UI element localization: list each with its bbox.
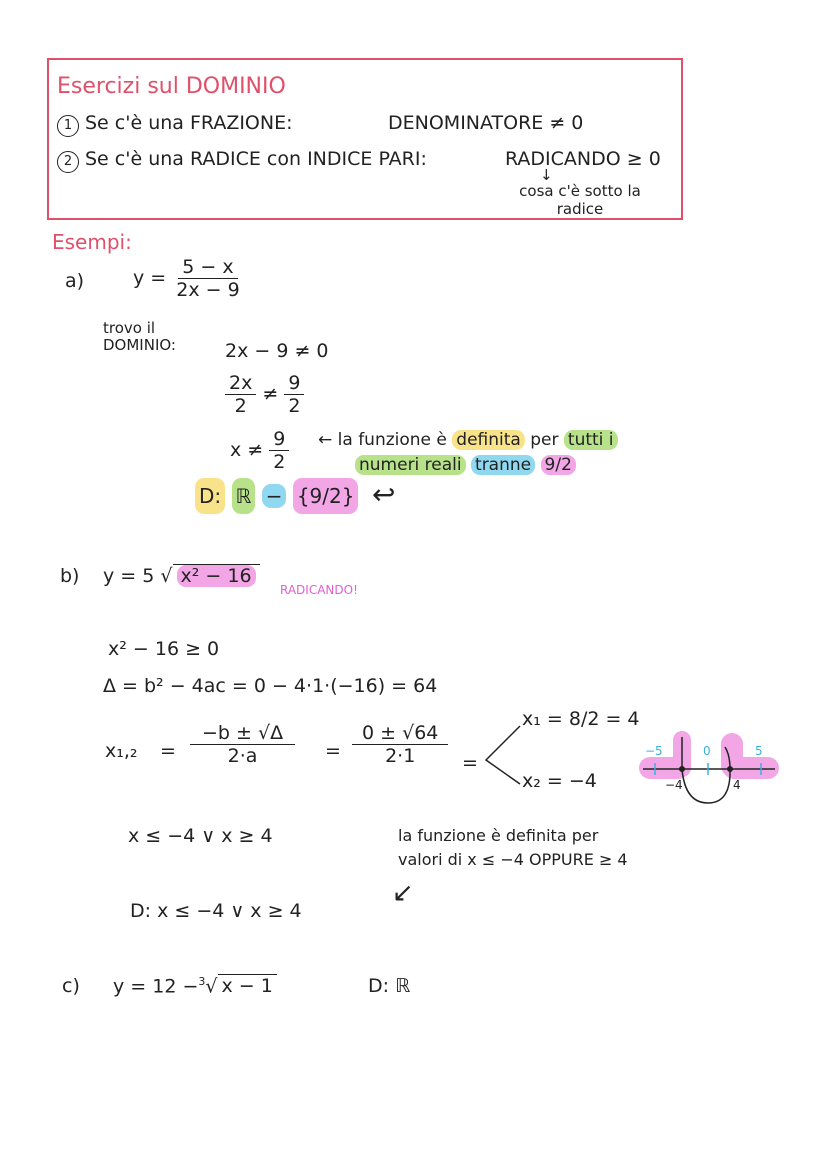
eq-1: = — [160, 740, 176, 762]
x12-label: x₁,₂ — [105, 740, 138, 762]
tick-mid: 0 — [703, 744, 711, 758]
radicando-note: RADICANDO! — [280, 583, 358, 597]
domain-c: D: ℝ — [368, 975, 411, 997]
branch-arrow-icon — [482, 722, 522, 788]
rule-1: 1 Se c'è una FRAZIONE: — [57, 112, 293, 137]
domain-b: D: x ≤ −4 ∨ x ≥ 4 — [130, 900, 302, 922]
back-arrow-icon: ↩ — [372, 478, 396, 511]
rule-1-condition: DENOMINATORE ≠ 0 — [388, 112, 584, 134]
x1: x₁ = 8/2 = 4 — [522, 708, 640, 730]
eq-2: = — [325, 740, 341, 762]
comment-line-1: ← la funzione è definita per tutti i — [318, 430, 618, 450]
solution: x ≤ −4 ∨ x ≥ 4 — [128, 825, 273, 847]
step-3: x ≠ $\frac{9}{2}$ — [230, 428, 289, 473]
example-c-function: y = 12 −$^3$√ x − 1 — [113, 975, 277, 997]
rule-2-condition: RADICANDO ≥ 0 — [505, 148, 661, 170]
examples-title: Esempi: — [52, 230, 132, 254]
example-b-label: b) — [60, 565, 80, 587]
tick-right: 5 — [755, 744, 763, 758]
comment-b-2: valori di x ≤ −4 OPPURE ≥ 4 — [398, 850, 628, 869]
root-1: −4 — [665, 778, 683, 792]
step-1: 2x − 9 ≠ 0 — [225, 340, 329, 362]
page-title: Esercizi sul DOMINIO — [57, 74, 286, 99]
domain-a: D: ℝ − {9/2} — [195, 484, 358, 508]
trovo-label: trovo il DOMINIO: — [103, 319, 176, 354]
example-a-function: y = $\frac{5 - x}{2x - 9}$ — [133, 256, 240, 301]
example-b-function: y = 5 √ x² − 16 — [103, 565, 260, 587]
example-a-label: a) — [65, 270, 85, 292]
comment-b-1: la funzione è definita per — [398, 826, 599, 845]
note-arrow: ↓ — [540, 166, 553, 184]
example-c-label: c) — [62, 975, 80, 997]
inequality: x² − 16 ≥ 0 — [108, 638, 220, 660]
arrow-icon: ↙ — [392, 878, 414, 908]
comment-line-2: numeri reali tranne 9/2 — [355, 455, 576, 475]
delta: Δ = b² − 4ac = 0 − 4·1·(−16) = 64 — [103, 675, 438, 697]
root-2: 4 — [733, 778, 741, 792]
x2: x₂ = −4 — [522, 770, 597, 792]
radicand-note: cosa c'è sotto la radice — [519, 182, 641, 218]
step-2: $\frac{2x}{2}$ ≠ $\frac{9}{2}$ — [225, 372, 304, 417]
rule-2: 2 Se c'è una RADICE con INDICE PARI: — [57, 148, 427, 173]
number-line — [635, 725, 785, 805]
formula-1: $\frac{-b \pm √\Delta}{2\cdot a}$ — [190, 722, 295, 767]
tick-left: −5 — [645, 744, 663, 758]
eq-3: = — [462, 752, 478, 774]
formula-2: $\frac{0 \pm √64}{2\cdot 1}$ — [352, 722, 448, 767]
